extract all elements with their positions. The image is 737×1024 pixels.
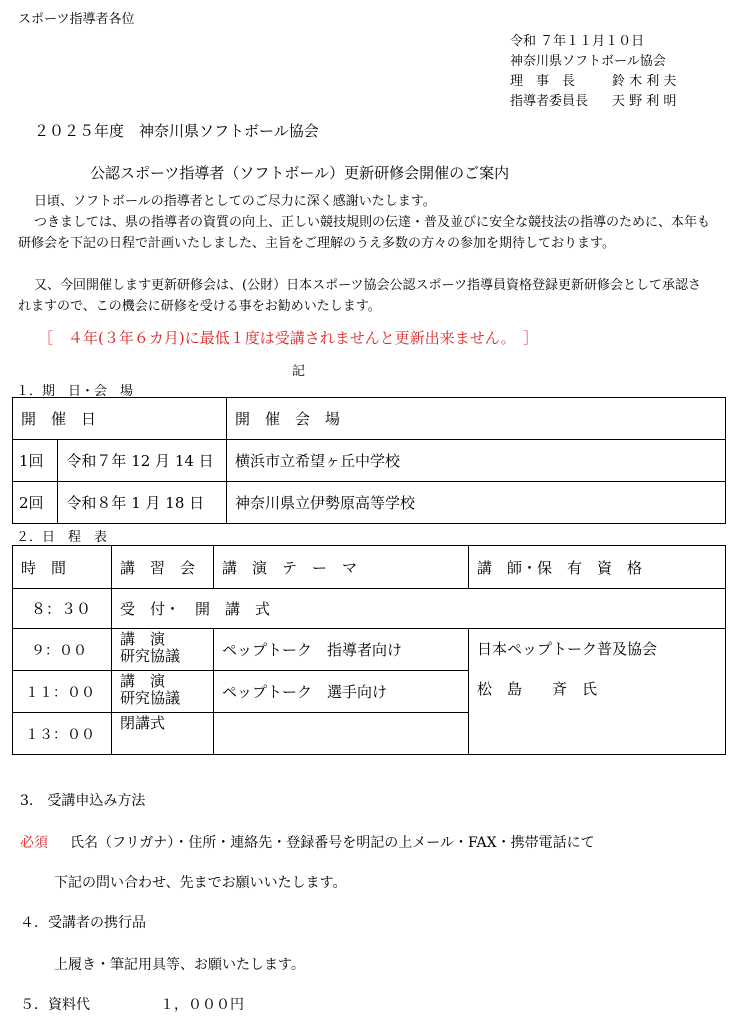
schedule-header-theme: 講 演 テ ー マ	[214, 546, 469, 589]
reception-label: 受 付・ 開 講 式	[112, 589, 726, 629]
chair-name: 鈴 木 利 夫	[612, 74, 677, 89]
issuer-org: 神奈川県ソフトボール協会	[510, 54, 666, 69]
venue-table	[12, 397, 726, 524]
schedule-table	[12, 545, 726, 755]
material-fee: １，０００円	[160, 997, 244, 1013]
recipient: スポーツ指導者各位	[18, 12, 135, 27]
lecturer-org: 日本ペップトーク普及協会	[477, 640, 658, 658]
lecturer-name: 松 島 斉 氏	[477, 680, 598, 698]
reception-time: ８：３０	[13, 589, 112, 629]
schedule-header-session: 講 習 会	[112, 546, 214, 589]
chair-role: 理 事 長	[510, 74, 576, 89]
application-line2: 下記の問い合わせ、先までお願いいたします。	[54, 875, 347, 891]
schedule-time: １１：００	[13, 671, 112, 713]
section2-heading: ２．日 程 表	[16, 530, 108, 545]
schedule-session-type	[112, 671, 214, 713]
schedule-theme: ペップトーク 選手向け	[214, 671, 469, 713]
table-row	[13, 482, 726, 524]
venue-table-header-venue: 開 催 会 場	[227, 398, 726, 440]
committee-name: 天 野 利 明	[612, 94, 677, 109]
section4-line: 上履き・筆記用具等、お願いたします。	[54, 957, 305, 973]
schedule-theme	[214, 713, 469, 755]
session-date: 令和８年 1 月 18 日	[58, 482, 227, 524]
body-paragraph-1: 日頃、ソフトボールの指導者としてのご尽力に深く感謝いたします。	[34, 194, 436, 209]
renewal-notice: ［ ４年(３年６カ月)に最低１度は受講されませんと更新出来ません。 ］	[38, 329, 539, 347]
application-line1: 氏名（フリガナ）・住所・連絡先・登録番号を明記の上メール・FAX・携帯電話にて	[70, 835, 595, 851]
session-number: 2回	[13, 482, 58, 524]
session-type-line1: 閉講式	[120, 714, 166, 732]
session-date: 令和７年 12 月 14 日	[58, 440, 227, 482]
session-type-line2: 研究協議	[120, 647, 181, 665]
session-type-line1: 講 演	[120, 630, 166, 648]
schedule-session-type	[112, 713, 214, 755]
ki-mark: 記	[292, 364, 306, 379]
required-label: 必須	[20, 835, 48, 851]
committee-role: 指導者委員長	[510, 94, 589, 109]
body-paragraph-3: 又、今回開催します更新研修会は、(公財）日本スポーツ協会公認スポーツ指導員資格登録更新研修会として承認されますので、この機会に研修を受ける事をお勧めいたします。	[18, 278, 702, 314]
schedule-header-time: 時 間	[13, 546, 112, 589]
venue-table-header-date: 開 催 日	[13, 398, 227, 440]
session-number: 1回	[13, 440, 58, 482]
schedule-theme: ペップトーク 指導者向け	[214, 629, 469, 671]
schedule-time: ９：００	[13, 629, 112, 671]
table-row	[13, 629, 726, 671]
table-row	[13, 440, 726, 482]
session-venue: 横浜市立希望ヶ丘中学校	[227, 440, 726, 482]
session-venue: 神奈川県立伊勢原高等学校	[227, 482, 726, 524]
section1-heading: １．期 日・会 場	[16, 384, 134, 399]
year-org-title: ２０２５年度 神奈川県ソフトボール協会	[34, 122, 319, 140]
schedule-header-lecturer: 講 師・保 有 資 格	[469, 546, 726, 589]
section4-heading: ４．受講者の携行品	[20, 915, 146, 931]
session-type-line2: 研究協議	[120, 689, 181, 707]
schedule-time: １３：００	[13, 713, 112, 755]
issue-date: 令和 ７年１１月１０日	[510, 34, 645, 49]
lecturer-cell	[469, 629, 726, 755]
table-row	[13, 589, 726, 629]
session-type-line1: 講 演	[120, 672, 166, 690]
body-paragraph-2: つきましては、県の指導者の資質の向上、正しい競技規則の伝達・普及並びに安全な競技法の指導のために、本年も研修会を下記の日程で計画いたしました、主旨をご理解のうえ多数の方々の参加を期待しております。	[18, 215, 711, 251]
section3-heading: 3. 受講申込み方法	[20, 793, 146, 809]
subject-title: 公認スポーツ指導者（ソフトボール）更新研修会開催のご案内	[90, 164, 510, 182]
section5-label: ５．資料代	[20, 997, 90, 1013]
schedule-session-type	[112, 629, 214, 671]
